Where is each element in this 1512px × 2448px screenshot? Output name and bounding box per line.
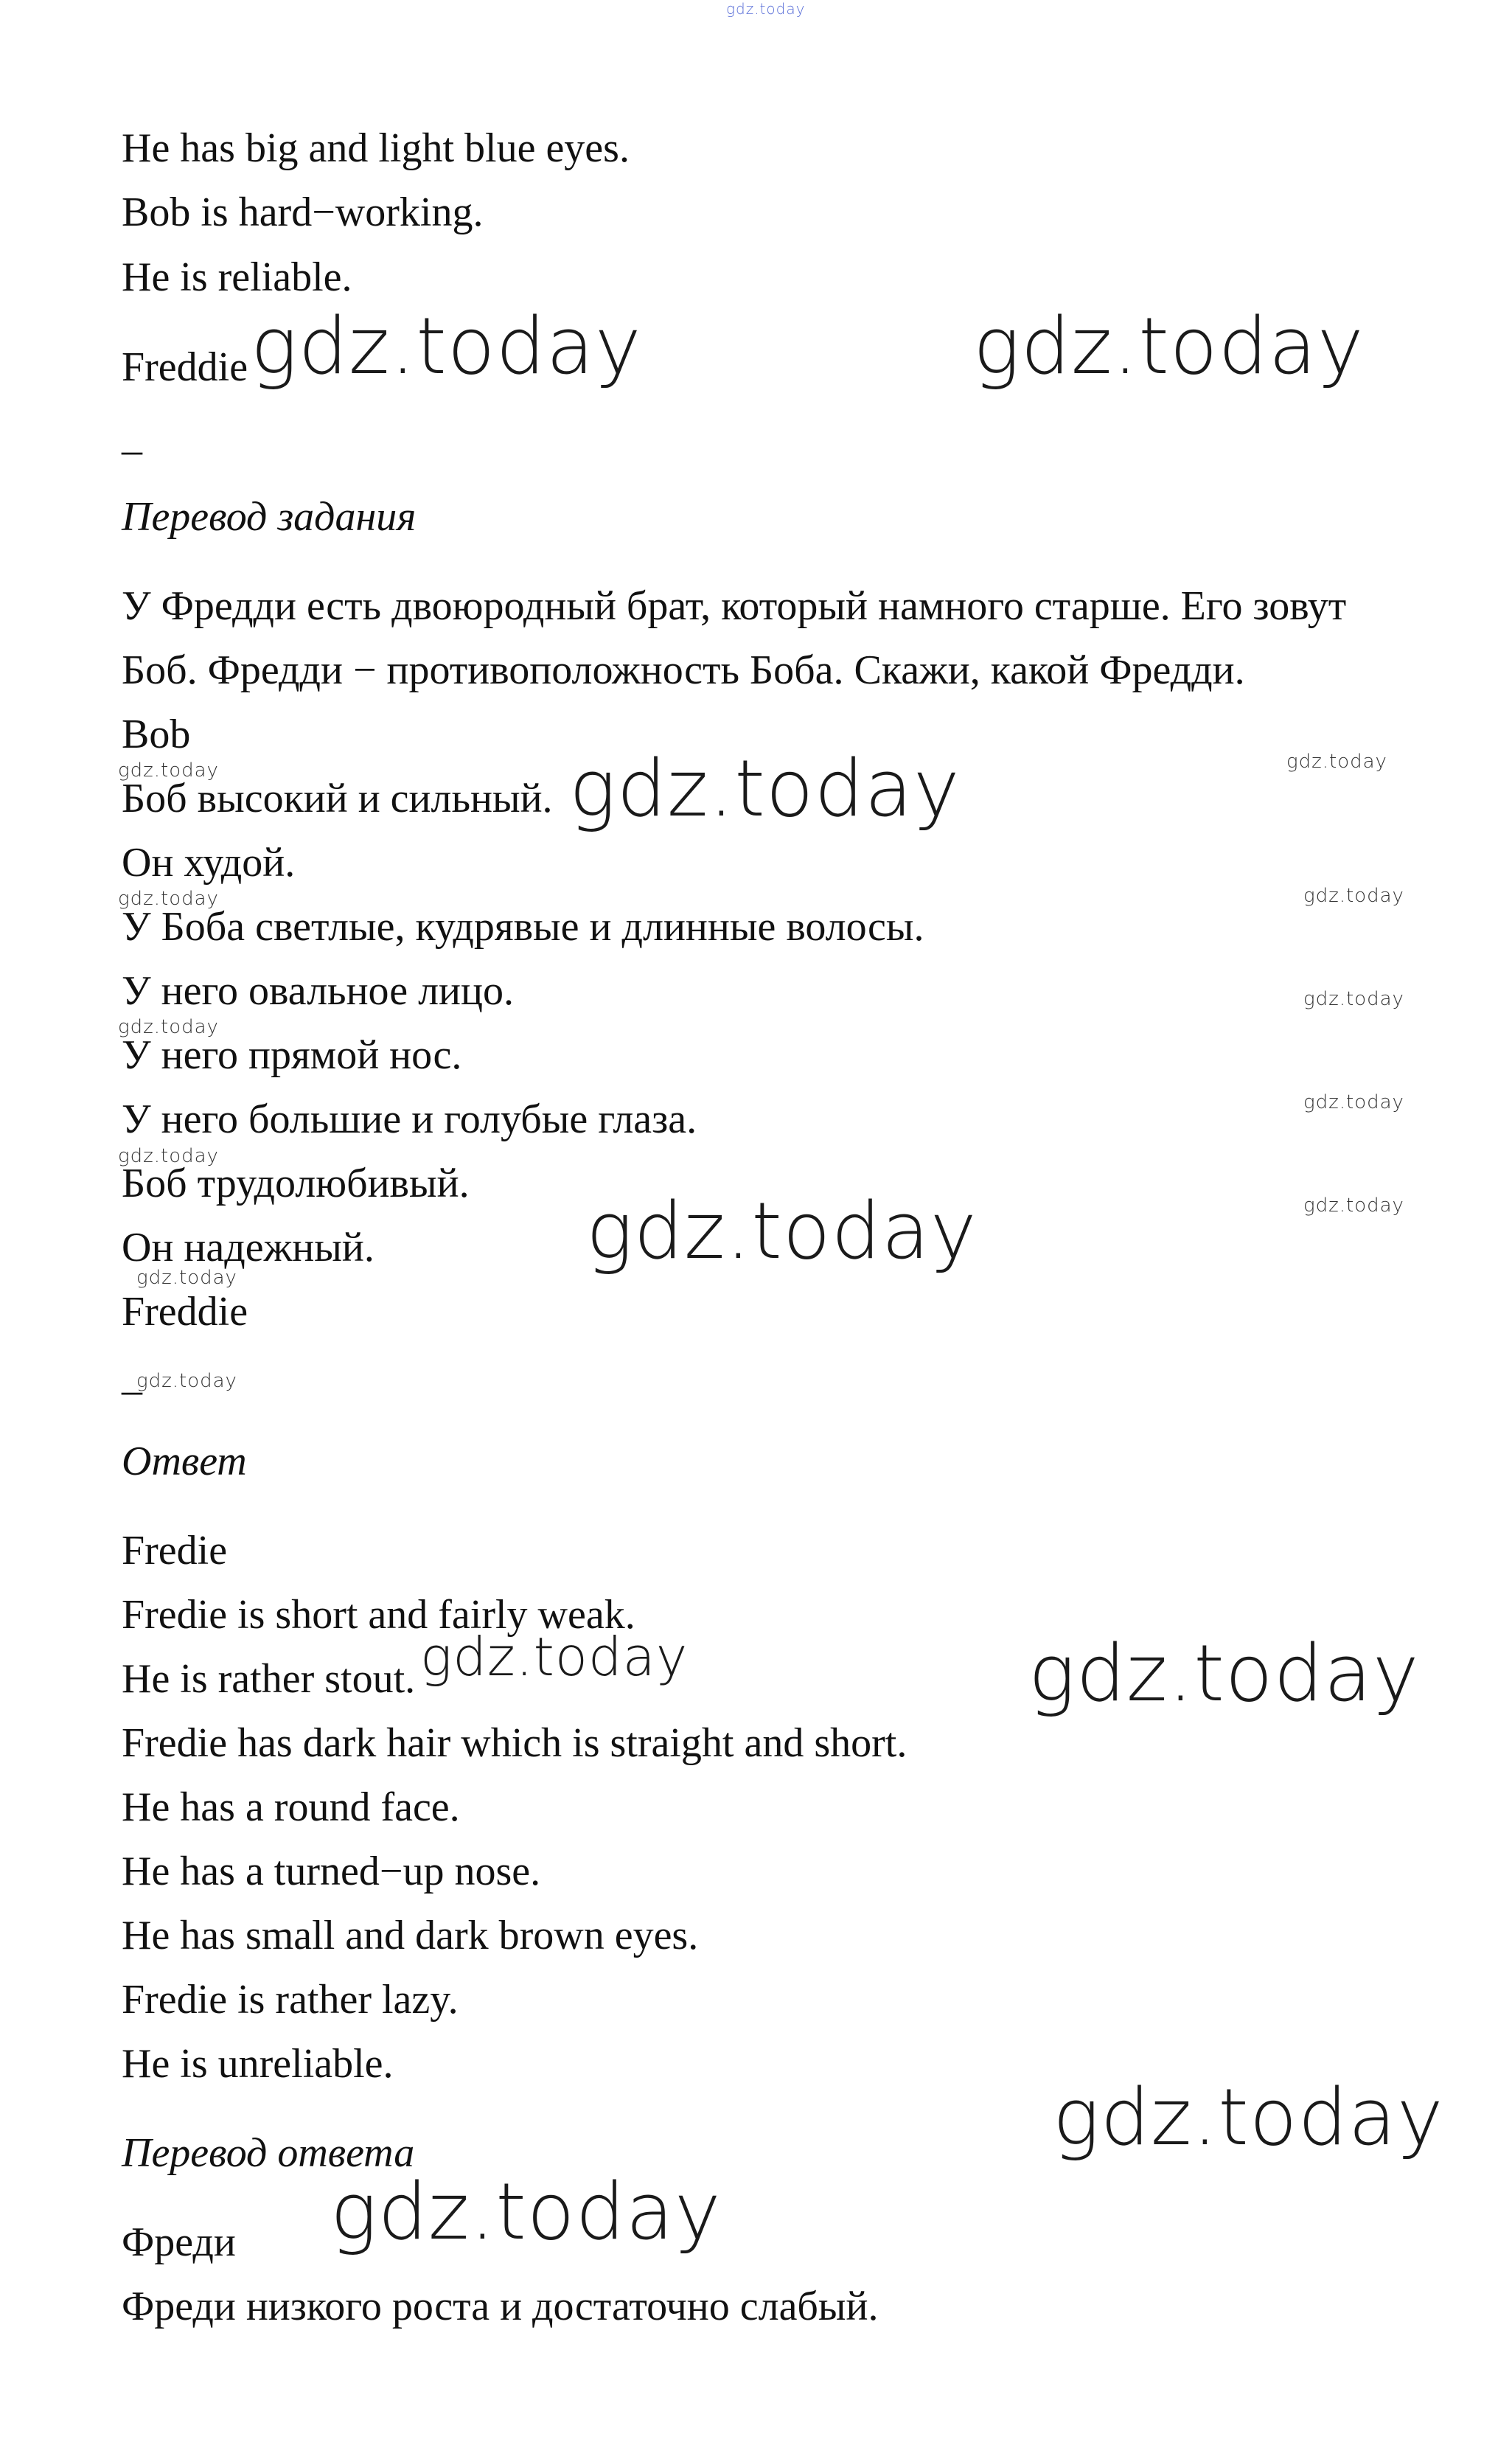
watermark: gdz.today [251, 301, 642, 392]
watermark-top: gdz.today [726, 0, 806, 18]
watermark-small: gdz.today [1303, 1195, 1404, 1217]
watermark: gdz.today [420, 1626, 689, 1688]
text-answer-line: He has small and dark brown eyes. [122, 1913, 699, 1958]
text-translation-line: Он надежный. [122, 1225, 374, 1270]
text-translation-line: У него большие и голубые глаза. [122, 1096, 697, 1142]
text-freddie-2: Freddie [122, 1289, 248, 1335]
watermark: gdz.today [973, 301, 1365, 392]
watermark-small: gdz.today [118, 759, 219, 782]
text-intro-1: У Фредди есть двоюродный брат, который намного старше. Его зовут [122, 583, 1347, 629]
watermark: gdz.today [330, 2166, 722, 2257]
heading-answer: Ответ [122, 1439, 247, 1484]
separator-dash: – [122, 1367, 142, 1413]
watermark: gdz.today [569, 743, 961, 834]
text-answer-line: Fredie is short and fairly weak. [122, 1592, 635, 1638]
text-bob: Bob [122, 712, 191, 757]
watermark-small: gdz.today [136, 1370, 237, 1392]
watermark: gdz.today [1028, 1628, 1420, 1719]
text-answer-translation-line: Фреди [122, 2219, 236, 2265]
text-answer-translation-line: Фреди низкого роста и достаточно слабый. [122, 2284, 879, 2329]
text-hardworking: Bob is hard−working. [122, 189, 484, 235]
text-answer-line: Fredie is rather lazy. [122, 1977, 459, 2023]
text-reliable: He is reliable. [122, 254, 352, 300]
text-answer-line: He has a turned−up nose. [122, 1849, 541, 1894]
watermark-small: gdz.today [1303, 1091, 1404, 1113]
text-intro-2: Боб. Фредди − противоположность Боба. Скажи, какой Фредди. [122, 647, 1245, 693]
text-translation-line: Боб трудолюбивый. [122, 1161, 470, 1206]
text-freddie: Freddie [122, 344, 248, 390]
text-translation-line: У него прямой нос. [122, 1032, 462, 1078]
watermark: gdz.today [1053, 2072, 1444, 2163]
heading-answer-translation: Перевод ответа [122, 2130, 415, 2176]
text-translation-line: Он худой. [122, 840, 296, 886]
watermark-small: gdz.today [136, 1267, 237, 1289]
watermark-small: gdz.today [1303, 988, 1404, 1010]
heading-task-translation: Перевод задания [122, 494, 417, 540]
separator-dash: – [122, 427, 142, 473]
watermark-small: gdz.today [1286, 751, 1387, 773]
text-translation-line: Боб высокий и сильный. [122, 776, 553, 821]
text-answer-line: Fredie [122, 1528, 228, 1574]
text-translation-line: У Боба светлые, кудрявые и длинные волосы. [122, 904, 924, 950]
watermark: gdz.today [586, 1186, 978, 1276]
text-answer-line: Fredie has dark hair which is straight and short. [122, 1720, 907, 1766]
text-translation-line: У него овальное лицо. [122, 968, 514, 1014]
watermark-small: gdz.today [118, 888, 219, 910]
text-answer-line: He is unreliable. [122, 2041, 394, 2087]
watermark-small: gdz.today [118, 1145, 219, 1167]
text-answer-line: He has a round face. [122, 1784, 460, 1830]
watermark-small: gdz.today [1303, 885, 1404, 907]
text-answer-line: He is rather stout. [122, 1656, 416, 1702]
watermark-small: gdz.today [118, 1016, 219, 1038]
text-eyes: He has big and light blue eyes. [122, 125, 630, 171]
